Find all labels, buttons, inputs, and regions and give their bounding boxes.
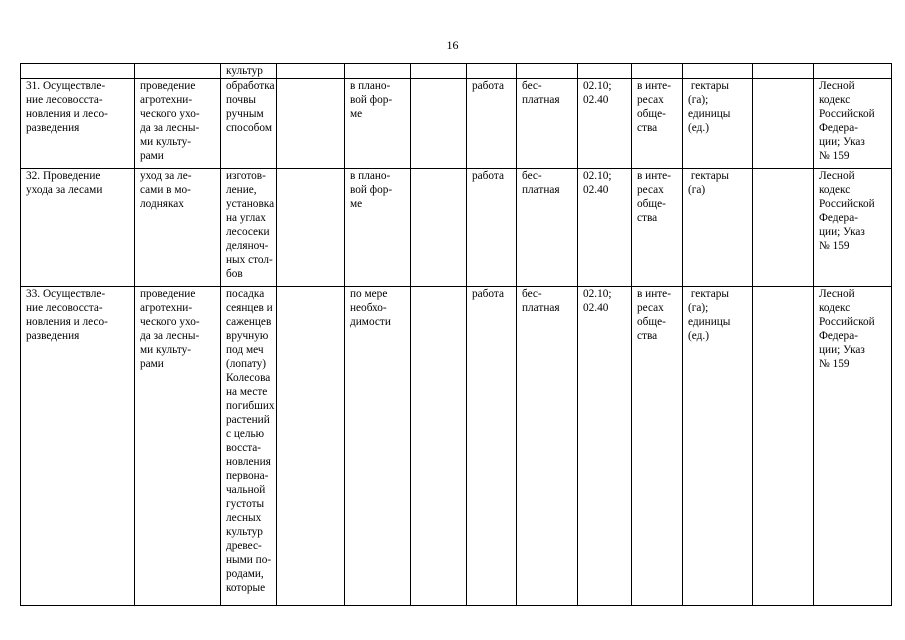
row-32-payment: бес- платная [517, 169, 578, 287]
row-31-legal-basis: Лесной кодекс Российской Федера- ции; Указ № 159 [814, 79, 892, 169]
row-33-work-content: посадка сеянцев и саженцев вручную под меч (лопату) Колесова на месте погибших растений с целью восста- новления первона- чальной густоты лесных культур древес- ными по- родами, которые [221, 287, 277, 606]
continuation-row-recipient [632, 64, 683, 79]
row-31-category: работа [467, 79, 517, 169]
continuation-row-legal-basis [814, 64, 892, 79]
continuation-row-work-name [135, 64, 221, 79]
row-31-okved: 02.10; 02.40 [578, 79, 632, 169]
row-32-unit: гектары (га) [683, 169, 753, 287]
row-33-note [411, 287, 467, 606]
row-33-unit: гектары (га); единицы (ед.) [683, 287, 753, 606]
row-33 [21, 287, 892, 606]
row-31-form: в плано- вой фор- ме [345, 79, 411, 169]
row-33-work-name: проведение агротехни- ческого ухо- да за лесны- ми культу- рами [135, 287, 221, 606]
row-33-work-type [277, 287, 345, 606]
row-32-category: работа [467, 169, 517, 287]
continuation-row-okved [578, 64, 632, 79]
row-33-legal-basis: Лесной кодекс Российской Федера- ции; Указ № 159 [814, 287, 892, 606]
row-31-work-name: проведение агротехни- ческого ухо- да за лесны- ми культу- рами [135, 79, 221, 169]
services-table [20, 63, 892, 606]
row-32-work-type [277, 169, 345, 287]
row-33-form: по мере необхо- димости [345, 287, 411, 606]
continuation-row-service-name [21, 64, 135, 79]
row-32-form: в плано- вой фор- ме [345, 169, 411, 287]
row-33-quality [753, 287, 814, 606]
continuation-row-work-type [277, 64, 345, 79]
row-33-recipient: в инте- ресах обще- ства [632, 287, 683, 606]
row-31-service-name: 31. Осуществле- ние лесовосста- новления и лесо- разведения [21, 79, 135, 169]
continuation-row-payment [517, 64, 578, 79]
continuation-row [21, 64, 892, 79]
row-31 [21, 79, 892, 169]
row-32 [21, 169, 892, 287]
row-32-service-name: 32. Проведение ухода за лесами [21, 169, 135, 287]
page-number: 16 [446, 38, 459, 52]
row-31-payment: бес- платная [517, 79, 578, 169]
continuation-row-unit [683, 64, 753, 79]
row-32-okved: 02.10; 02.40 [578, 169, 632, 287]
row-33-category: работа [467, 287, 517, 606]
row-32-legal-basis: Лесной кодекс Российской Федера- ции; Указ № 159 [814, 169, 892, 287]
continuation-row-work-content: культур [221, 64, 277, 79]
row-32-quality [753, 169, 814, 287]
row-31-recipient: в инте- ресах обще- ства [632, 79, 683, 169]
row-32-work-content: изготов- ление, установка на углах лесосеки деляноч- ных стол- бов [221, 169, 277, 287]
row-31-quality [753, 79, 814, 169]
row-31-work-type [277, 79, 345, 169]
row-31-note [411, 79, 467, 169]
row-32-recipient: в инте- ресах обще- ства [632, 169, 683, 287]
continuation-row-form [345, 64, 411, 79]
row-31-unit: гектары (га); единицы (ед.) [683, 79, 753, 169]
row-33-payment: бес- платная [517, 287, 578, 606]
row-32-work-name: уход за ле- сами в мо- лодняках [135, 169, 221, 287]
row-33-okved: 02.10; 02.40 [578, 287, 632, 606]
row-32-note [411, 169, 467, 287]
row-31-work-content: обработка почвы ручным способом [221, 79, 277, 169]
continuation-row-category [467, 64, 517, 79]
continuation-row-note [411, 64, 467, 79]
row-33-service-name: 33. Осуществле- ние лесовосста- новления и лесо- разведения [21, 287, 135, 606]
continuation-row-quality [753, 64, 814, 79]
